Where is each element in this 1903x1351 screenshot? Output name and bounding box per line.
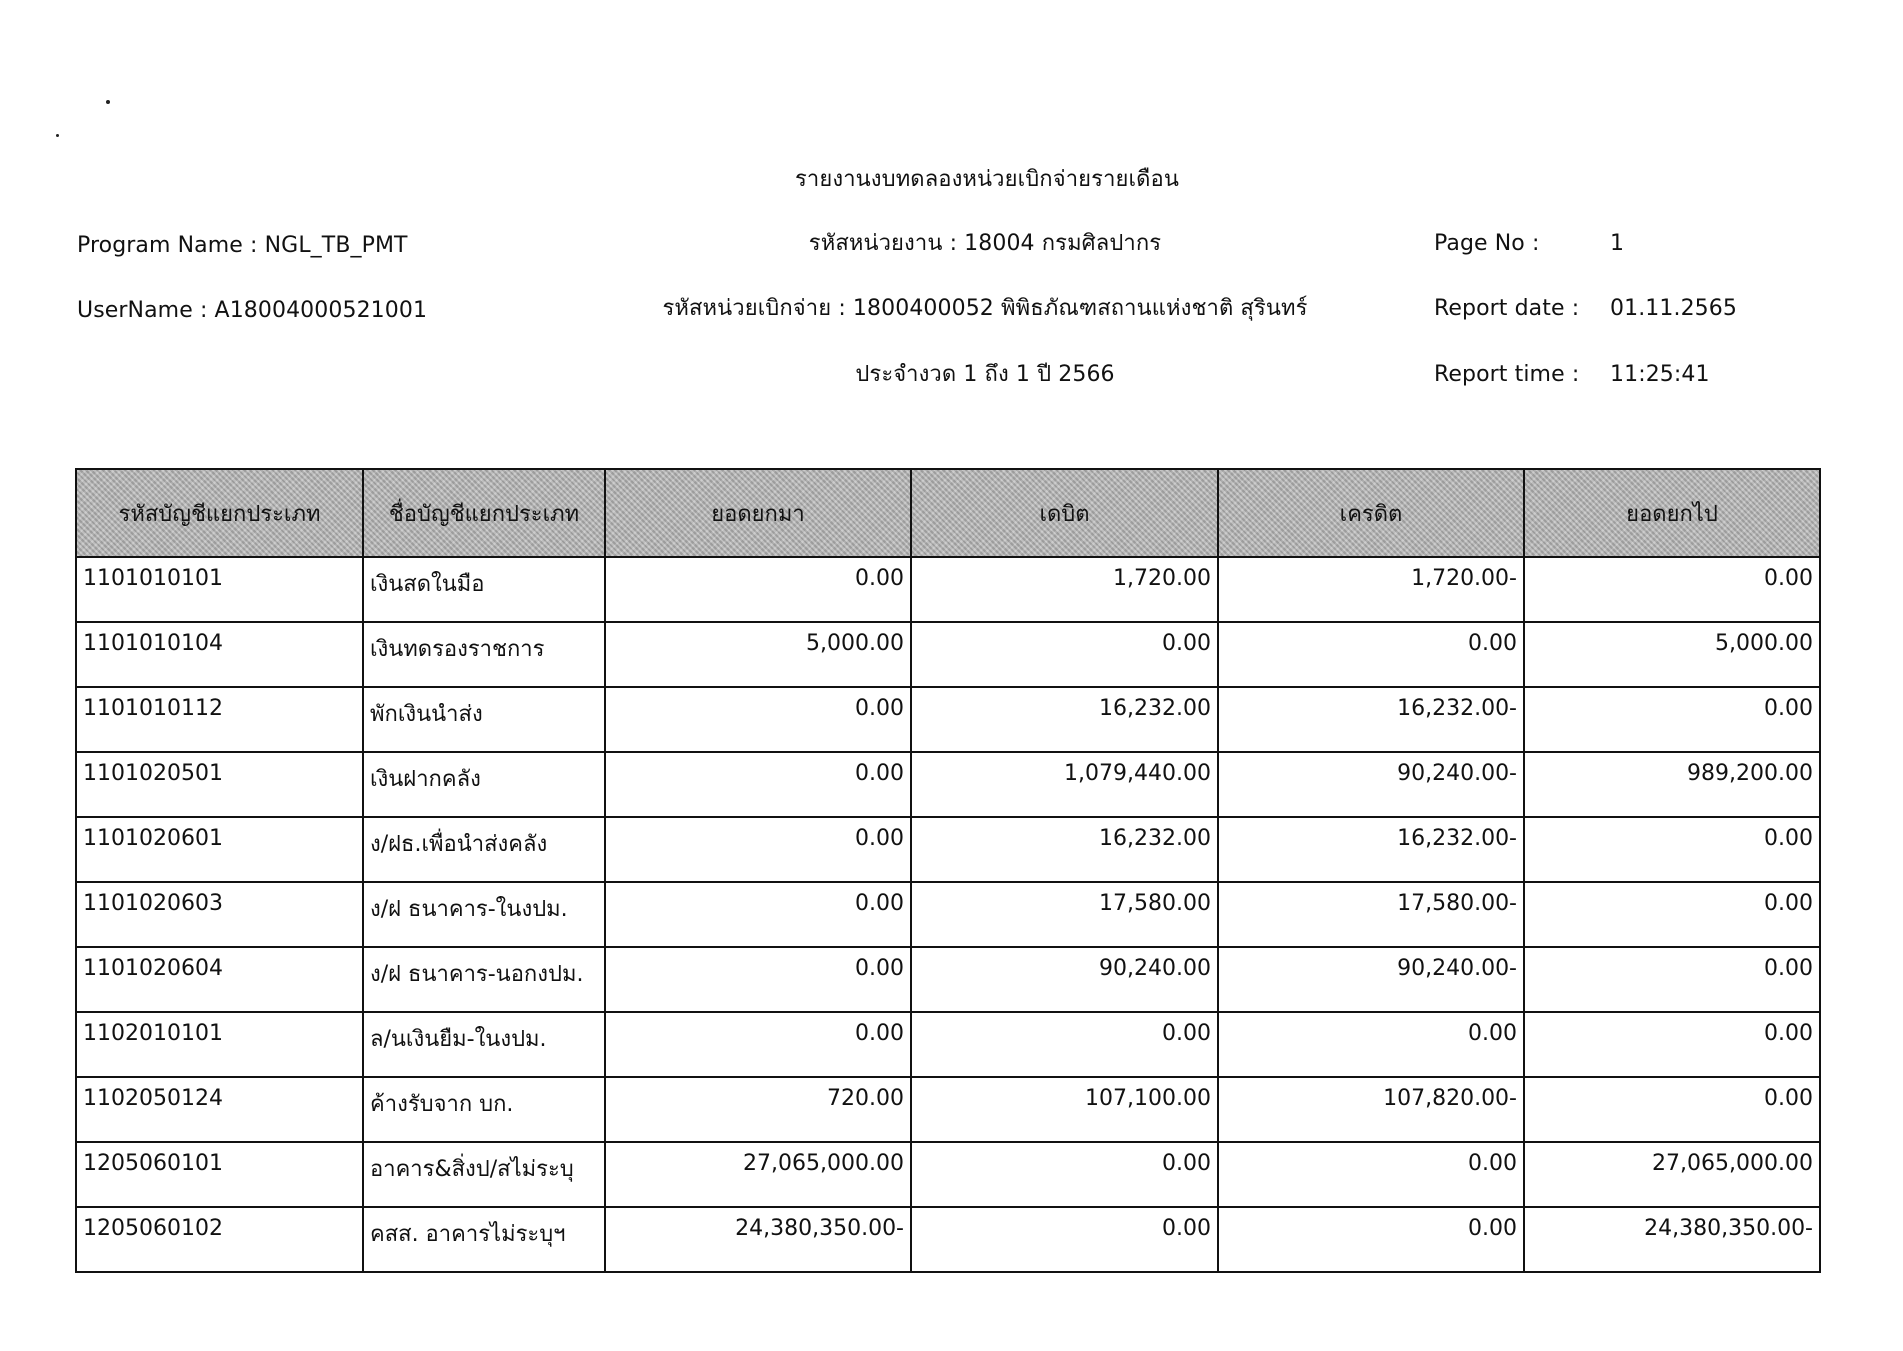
report-time-value: 11:25:41 [1610,362,1710,387]
account-name-cell: เงินทดรองราชการ [363,622,605,687]
report-title: รายงานงบทดลองหน่วยเบิกจ่ายรายเดือน [795,167,1179,192]
debit-cell: 0.00 [911,622,1218,687]
table-row [76,1142,1820,1207]
debit-cell: 1,720.00 [911,557,1218,622]
table-row [76,817,1820,882]
user-name: UserName : A18004000521001 [77,298,428,323]
debit-cell: 16,232.00 [911,817,1218,882]
header-carried-forward: ยอดยกไป [1524,469,1820,557]
credit-cell: 90,240.00- [1218,947,1524,1012]
scan-speck [56,134,59,137]
account-code-cell: 1205060102 [76,1207,363,1272]
table-row [76,557,1820,622]
table-row [76,622,1820,687]
table-row [76,687,1820,752]
credit-cell: 16,232.00- [1218,687,1524,752]
carried-forward-cell: 0.00 [1524,687,1820,752]
account-code-cell: 1101010101 [76,557,363,622]
credit-cell: 0.00 [1218,1012,1524,1077]
account-name-cell: อาคาร&สิ่งป/สไม่ระบุ [363,1142,605,1207]
report-date-label: Report date : [1434,296,1580,321]
carried-forward-cell: 989,200.00 [1524,752,1820,817]
brought-forward-cell: 0.00 [605,947,911,1012]
account-code-cell: 1101020604 [76,947,363,1012]
carried-forward-cell: 24,380,350.00- [1524,1207,1820,1272]
carried-forward-cell: 0.00 [1524,947,1820,1012]
report-period: ประจำงวด 1 ถึง 1 ปี 2566 [855,362,1115,387]
brought-forward-cell: 0.00 [605,1012,911,1077]
table-header-row [76,469,1820,557]
header-account-code: รหัสบัญชีแยกประเภท [76,469,363,557]
brought-forward-cell: 24,380,350.00- [605,1207,911,1272]
carried-forward-cell: 0.00 [1524,882,1820,947]
carried-forward-cell: 27,065,000.00 [1524,1142,1820,1207]
credit-cell: 0.00 [1218,622,1524,687]
account-code-cell: 1205060101 [76,1142,363,1207]
scan-speck [106,100,110,104]
carried-forward-cell: 0.00 [1524,557,1820,622]
table-row [76,1012,1820,1077]
account-code-cell: 1101010112 [76,687,363,752]
debit-cell: 16,232.00 [911,687,1218,752]
credit-cell: 1,720.00- [1218,557,1524,622]
account-name-cell: ค้างรับจาก บก. [363,1077,605,1142]
account-name-cell: ล/นเงินยืม-ในงปม. [363,1012,605,1077]
table-row [76,752,1820,817]
brought-forward-cell: 0.00 [605,557,911,622]
table-row [76,882,1820,947]
brought-forward-cell: 0.00 [605,752,911,817]
report-time-label: Report time : [1434,362,1580,387]
table-row [76,947,1820,1012]
account-name-cell: คสส. อาคารไม่ระบุฯ [363,1207,605,1272]
debit-cell: 107,100.00 [911,1077,1218,1142]
credit-cell: 16,232.00- [1218,817,1524,882]
credit-cell: 0.00 [1218,1142,1524,1207]
page-no-value: 1 [1610,231,1625,256]
credit-cell: 0.00 [1218,1207,1524,1272]
brought-forward-cell: 27,065,000.00 [605,1142,911,1207]
account-code-cell: 1101020501 [76,752,363,817]
account-name-cell: เงินฝากคลัง [363,752,605,817]
carried-forward-cell: 5,000.00 [1524,622,1820,687]
account-name-cell: ง/ฝธ.เพื่อนำส่งคลัง [363,817,605,882]
debit-cell: 90,240.00 [911,947,1218,1012]
header-brought-forward: ยอดยกมา [605,469,911,557]
header-credit: เครดิต [1218,469,1524,557]
credit-cell: 90,240.00- [1218,752,1524,817]
account-name-cell: ง/ฝ ธนาคาร-นอกงปม. [363,947,605,1012]
trial-balance-table-wrapper [75,468,1819,1273]
debit-cell: 17,580.00 [911,882,1218,947]
trial-balance-table [75,468,1821,1273]
account-code-cell: 1101020601 [76,817,363,882]
carried-forward-cell: 0.00 [1524,1012,1820,1077]
credit-cell: 107,820.00- [1218,1077,1524,1142]
carried-forward-cell: 0.00 [1524,817,1820,882]
account-code-cell: 1101020603 [76,882,363,947]
account-name-cell: ง/ฝ ธนาคาร-ในงปม. [363,882,605,947]
header-debit: เดบิต [911,469,1218,557]
account-code-cell: 1102050124 [76,1077,363,1142]
brought-forward-cell: 720.00 [605,1077,911,1142]
brought-forward-cell: 0.00 [605,882,911,947]
account-code-cell: 1101010104 [76,622,363,687]
debit-cell: 0.00 [911,1207,1218,1272]
agency-code: รหัสหน่วยงาน : 18004 กรมศิลปากร [808,231,1162,256]
header-account-name: ชื่อบัญชีแยกประเภท [363,469,605,557]
report-date-value: 01.11.2565 [1610,296,1737,321]
table-row [76,1077,1820,1142]
brought-forward-cell: 0.00 [605,817,911,882]
account-name-cell: พักเงินนำส่ง [363,687,605,752]
credit-cell: 17,580.00- [1218,882,1524,947]
table-row [76,1207,1820,1272]
debit-cell: 0.00 [911,1012,1218,1077]
carried-forward-cell: 0.00 [1524,1077,1820,1142]
account-code-cell: 1102010101 [76,1012,363,1077]
account-name-cell: เงินสดในมือ [363,557,605,622]
brought-forward-cell: 5,000.00 [605,622,911,687]
debit-cell: 1,079,440.00 [911,752,1218,817]
program-name: Program Name : NGL_TB_PMT [77,233,408,258]
debit-cell: 0.00 [911,1142,1218,1207]
brought-forward-cell: 0.00 [605,687,911,752]
page-no-label: Page No : [1434,231,1540,256]
disbursing-unit: รหัสหน่วยเบิกจ่าย : 1800400052 พิพิธภัณฑสถานแห่งชาติ สุรินทร์ [662,296,1308,321]
